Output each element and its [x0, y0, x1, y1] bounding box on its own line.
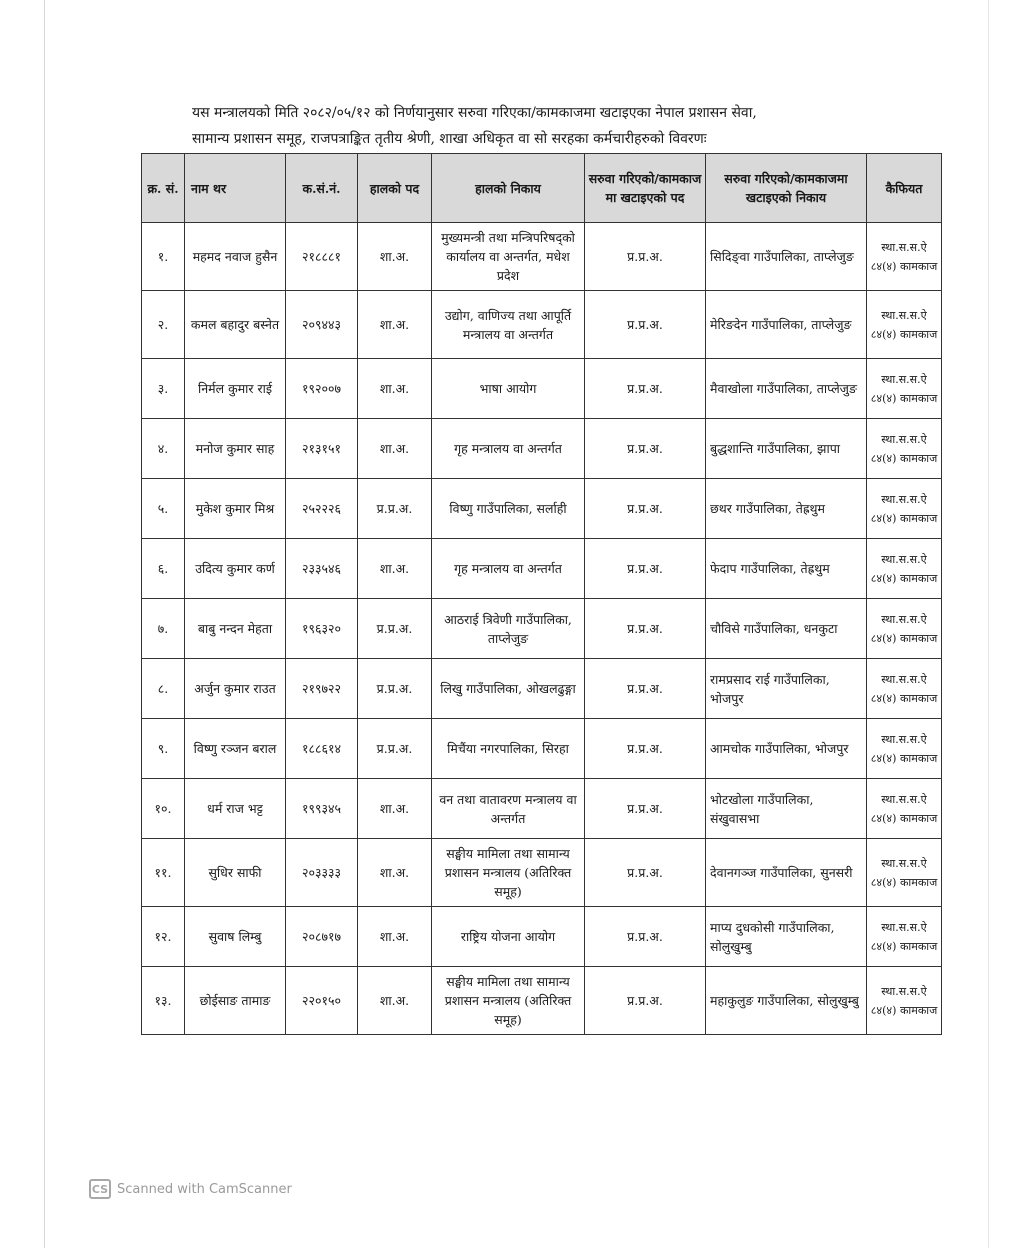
cell-remarks: स्था.स.स.ऐ ८४(४) कामकाज [867, 479, 942, 539]
cell-ksn: १८८६१४ [286, 719, 358, 779]
cell-current-post: शा.अ. [358, 839, 432, 907]
table-row [142, 659, 942, 719]
cell-ksn: २५२२२६ [286, 479, 358, 539]
cell-name: मुकेश कुमार मिश्र [185, 479, 286, 539]
table-row [142, 359, 942, 419]
cell-current-office: भाषा आयोग [432, 359, 585, 419]
cell-transfer-office: चौविसे गाउँपालिका, धनकुटा [706, 599, 867, 659]
cell-transfer-post: प्र.प्र.अ. [585, 291, 706, 359]
cell-transfer-post: प्र.प्र.अ. [585, 659, 706, 719]
cell-current-office: उद्योग, वाणिज्य तथा आपूर्ति मन्त्रालय वा अन्तर्गत [432, 291, 585, 359]
cell-transfer-post: प्र.प्र.अ. [585, 967, 706, 1035]
cell-sn: ७. [142, 599, 185, 659]
cell-remarks: स्था.स.स.ऐ ८४(४) कामकाज [867, 839, 942, 907]
cell-name: महमद नवाज हुसैन [185, 223, 286, 291]
cell-ksn: १९२००७ [286, 359, 358, 419]
table-header-row [142, 154, 942, 223]
cell-transfer-post: प्र.प्र.अ. [585, 359, 706, 419]
cell-transfer-office: बुद्धशान्ति गाउँपालिका, झापा [706, 419, 867, 479]
cell-transfer-post: प्र.प्र.अ. [585, 539, 706, 599]
header-current-office: हालको निकाय [432, 154, 585, 223]
cell-remarks: स्था.स.स.ऐ ८४(४) कामकाज [867, 419, 942, 479]
cell-transfer-post: प्र.प्र.अ. [585, 599, 706, 659]
cell-transfer-office: मेरिङदेन गाउँपालिका, ताप्लेजुङ [706, 291, 867, 359]
cell-name: मनोज कुमार साह [185, 419, 286, 479]
cell-current-post: प्र.प्र.अ. [358, 479, 432, 539]
table-row [142, 419, 942, 479]
scanner-text: Scanned with CamScanner [117, 1181, 292, 1197]
table-row [142, 839, 942, 907]
cell-sn: ३. [142, 359, 185, 419]
cell-current-office: सङ्घीय मामिला तथा सामान्य प्रशासन मन्त्रालय (अतिरिक्त समूह) [432, 967, 585, 1035]
header-sn: क्र. सं. [142, 154, 185, 223]
cell-remarks: स्था.स.स.ऐ ८४(४) कामकाज [867, 291, 942, 359]
cell-current-post: शा.अ. [358, 539, 432, 599]
header-transfer-office: सरुवा गरिएको/कामकाजमा खटाइएको निकाय [706, 154, 867, 223]
cell-current-post: शा.अ. [358, 291, 432, 359]
cell-transfer-office: मैवाखोला गाउँपालिका, ताप्लेजुङ [706, 359, 867, 419]
intro-line-1: यस मन्त्रालयको मिति २०८२/०५/१२ को निर्णयानुसार सरुवा गरिएका/कामकाजमा खटाइएका नेपाल प्रशासन सेवा, [192, 105, 757, 121]
cell-current-post: शा.अ. [358, 359, 432, 419]
cell-ksn: १९६३२० [286, 599, 358, 659]
cell-remarks: स्था.स.स.ऐ ८४(४) कामकाज [867, 359, 942, 419]
cell-current-post: शा.अ. [358, 223, 432, 291]
cell-transfer-post: प्र.प्र.अ. [585, 479, 706, 539]
cell-sn: २. [142, 291, 185, 359]
cell-name: बाबु नन्दन मेहता [185, 599, 286, 659]
cell-transfer-office: छथर गाउँपालिका, तेह्रथुम [706, 479, 867, 539]
table-body [142, 223, 942, 1035]
cell-current-post: शा.अ. [358, 419, 432, 479]
header-transfer-post: सरुवा गरिएको/कामकाज मा खटाइएको पद [585, 154, 706, 223]
cell-ksn: २३३५४६ [286, 539, 358, 599]
cell-ksn: २१८८८१ [286, 223, 358, 291]
cell-current-office: लिखु गाउँपालिका, ओखलढुङ्गा [432, 659, 585, 719]
cell-remarks: स्था.स.स.ऐ ८४(४) कामकाज [867, 223, 942, 291]
cell-sn: १३. [142, 967, 185, 1035]
header-name: नाम थर [185, 154, 286, 223]
cell-ksn: २२०१५० [286, 967, 358, 1035]
table-row [142, 599, 942, 659]
cell-ksn: २०९४४३ [286, 291, 358, 359]
cell-current-post: प्र.प्र.अ. [358, 719, 432, 779]
cell-sn: ५. [142, 479, 185, 539]
cell-transfer-post: प्र.प्र.अ. [585, 223, 706, 291]
cell-sn: ४. [142, 419, 185, 479]
cell-ksn: २०३३३३ [286, 839, 358, 907]
cell-ksn: २०८७१७ [286, 907, 358, 967]
cell-transfer-post: प्र.प्र.अ. [585, 419, 706, 479]
transfer-table [141, 153, 942, 1035]
cell-transfer-post: प्र.प्र.अ. [585, 719, 706, 779]
cell-name: छोईसाङ तामाङ [185, 967, 286, 1035]
cell-remarks: स्था.स.स.ऐ ८४(४) कामकाज [867, 779, 942, 839]
header-current-post: हालको पद [358, 154, 432, 223]
cell-transfer-office: देवानगञ्ज गाउँपालिका, सुनसरी [706, 839, 867, 907]
cell-ksn: २१९७२२ [286, 659, 358, 719]
table-row [142, 967, 942, 1035]
cell-ksn: १९९३४५ [286, 779, 358, 839]
cell-sn: १०. [142, 779, 185, 839]
cell-name: सुधिर साफी [185, 839, 286, 907]
cell-remarks: स्था.स.स.ऐ ८४(४) कामकाज [867, 659, 942, 719]
cell-remarks: स्था.स.स.ऐ ८४(४) कामकाज [867, 599, 942, 659]
intro-line-2: सामान्य प्रशासन समूह, राजपत्राङ्कित तृतीय श्रेणी, शाखा अधिकृत वा सो सरहका कर्मचारीहरुको विवरणः [192, 131, 707, 147]
cell-sn: ११. [142, 839, 185, 907]
table-row [142, 539, 942, 599]
cell-sn: ९. [142, 719, 185, 779]
page-edge-left [44, 0, 45, 1248]
cell-name: अर्जुन कुमार राउत [185, 659, 286, 719]
page-edge-right [988, 0, 989, 1248]
cell-transfer-office: महाकुलुङ गाउँपालिका, सोलुखुम्बु [706, 967, 867, 1035]
cell-sn: १. [142, 223, 185, 291]
cell-transfer-post: प्र.प्र.अ. [585, 779, 706, 839]
cell-sn: ६. [142, 539, 185, 599]
cell-name: कमल बहादुर बस्नेत [185, 291, 286, 359]
cell-remarks: स्था.स.स.ऐ ८४(४) कामकाज [867, 967, 942, 1035]
cell-current-office: मुख्यमन्त्री तथा मन्त्रिपरिषद्को कार्यालय वा अन्तर्गत, मधेश प्रदेश [432, 223, 585, 291]
cell-current-office: सङ्घीय मामिला तथा सामान्य प्रशासन मन्त्रालय (अतिरिक्त समूह) [432, 839, 585, 907]
cell-sn: १२. [142, 907, 185, 967]
cell-name: सुवाष लिम्बु [185, 907, 286, 967]
scanner-watermark [89, 1178, 292, 1200]
table-row [142, 479, 942, 539]
cell-remarks: स्था.स.स.ऐ ८४(४) कामकाज [867, 539, 942, 599]
cell-ksn: २१३१५१ [286, 419, 358, 479]
intro-paragraph [192, 100, 892, 152]
cell-remarks: स्था.स.स.ऐ ८४(४) कामकाज [867, 719, 942, 779]
cell-transfer-office: रामप्रसाद राई गाउँपालिका, भोजपुर [706, 659, 867, 719]
cell-current-office: वन तथा वातावरण मन्त्रालय वा अन्तर्गत [432, 779, 585, 839]
cell-name: धर्म राज भट्ट [185, 779, 286, 839]
cell-sn: ८. [142, 659, 185, 719]
cell-transfer-office: सिदिङ्वा गाउँपालिका, ताप्लेजुङ [706, 223, 867, 291]
cell-current-office: गृह मन्त्रालय वा अन्तर्गत [432, 419, 585, 479]
cell-current-office: विष्णु गाउँपालिका, सर्लाही [432, 479, 585, 539]
cell-current-post: प्र.प्र.अ. [358, 659, 432, 719]
table-row [142, 779, 942, 839]
cell-name: उदित्य कुमार कर्ण [185, 539, 286, 599]
table-row [142, 223, 942, 291]
camscanner-logo-icon: CS [89, 1179, 111, 1199]
cell-transfer-office: माप्य दुधकोसी गाउँपालिका, सोलुखुम्बु [706, 907, 867, 967]
cell-transfer-office: भोटखोला गाउँपालिका, संखुवासभा [706, 779, 867, 839]
table-row [142, 719, 942, 779]
cell-transfer-office: आमचोक गाउँपालिका, भोजपुर [706, 719, 867, 779]
cell-remarks: स्था.स.स.ऐ ८४(४) कामकाज [867, 907, 942, 967]
header-ksn: क.सं.नं. [286, 154, 358, 223]
cell-name: विष्णु रञ्जन बराल [185, 719, 286, 779]
header-remarks: कैफियत [867, 154, 942, 223]
cell-current-post: शा.अ. [358, 907, 432, 967]
table-row [142, 907, 942, 967]
cell-current-office: राष्ट्रिय योजना आयोग [432, 907, 585, 967]
cell-current-post: शा.अ. [358, 967, 432, 1035]
cell-current-post: प्र.प्र.अ. [358, 599, 432, 659]
cell-transfer-office: फेदाप गाउँपालिका, तेह्रथुम [706, 539, 867, 599]
cell-current-office: गृह मन्त्रालय वा अन्तर्गत [432, 539, 585, 599]
cell-name: निर्मल कुमार राई [185, 359, 286, 419]
cell-current-office: आठराई त्रिवेणी गाउँपालिका, ताप्लेजुङ [432, 599, 585, 659]
cell-current-post: शा.अ. [358, 779, 432, 839]
table-row [142, 291, 942, 359]
cell-current-office: मिचैंया नगरपालिका, सिरहा [432, 719, 585, 779]
cell-transfer-post: प्र.प्र.अ. [585, 907, 706, 967]
cell-transfer-post: प्र.प्र.अ. [585, 839, 706, 907]
